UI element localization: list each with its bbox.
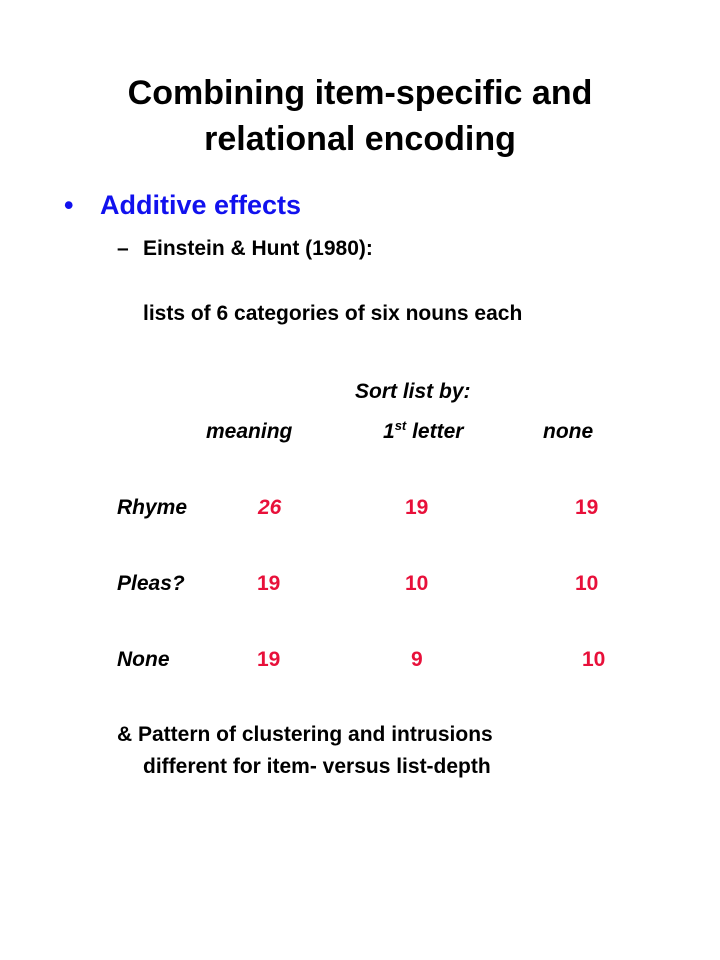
citation-text: Einstein & Hunt (1980): bbox=[143, 237, 373, 260]
bullet-marker: • bbox=[64, 190, 74, 220]
dash-marker: – bbox=[117, 237, 129, 260]
column-header-none: none bbox=[543, 420, 594, 443]
row-label-none: None bbox=[117, 648, 170, 671]
first-letter-superscript: st bbox=[394, 418, 407, 433]
title-line-1: Combining item-specific and bbox=[127, 74, 593, 112]
sort-header-label: Sort list by: bbox=[355, 380, 471, 403]
cell-pleas-meaning: 19 bbox=[257, 572, 281, 595]
sub-bullet-citation bbox=[117, 237, 373, 261]
row-label-rhyme: Rhyme bbox=[117, 496, 188, 519]
cell-rhyme-meaning: 26 bbox=[258, 496, 282, 519]
first-letter-number: 1 bbox=[383, 420, 395, 443]
footer-line-2: different for item- versus list-depth bbox=[143, 755, 491, 778]
footer-line-1: & Pattern of clustering and intrusions bbox=[117, 723, 493, 746]
bullet-additive-effects bbox=[64, 190, 301, 221]
row-label-pleas: Pleas? bbox=[117, 572, 185, 595]
cell-none-none: 10 bbox=[582, 648, 606, 671]
cell-rhyme-first-letter: 19 bbox=[405, 496, 429, 519]
cell-rhyme-none: 19 bbox=[575, 496, 599, 519]
cell-none-meaning: 19 bbox=[257, 648, 281, 671]
column-header-first-letter bbox=[383, 420, 463, 444]
first-letter-word: letter bbox=[406, 420, 464, 443]
cell-pleas-none: 10 bbox=[575, 572, 599, 595]
cell-none-first-letter: 9 bbox=[411, 648, 423, 671]
column-header-meaning: meaning bbox=[206, 420, 293, 443]
bullet-text: Additive effects bbox=[100, 190, 302, 220]
list-description: lists of 6 categories of six nouns each bbox=[143, 302, 523, 325]
cell-pleas-first-letter: 10 bbox=[405, 572, 429, 595]
slide-title bbox=[0, 70, 720, 162]
title-line-2: relational encoding bbox=[204, 120, 516, 158]
